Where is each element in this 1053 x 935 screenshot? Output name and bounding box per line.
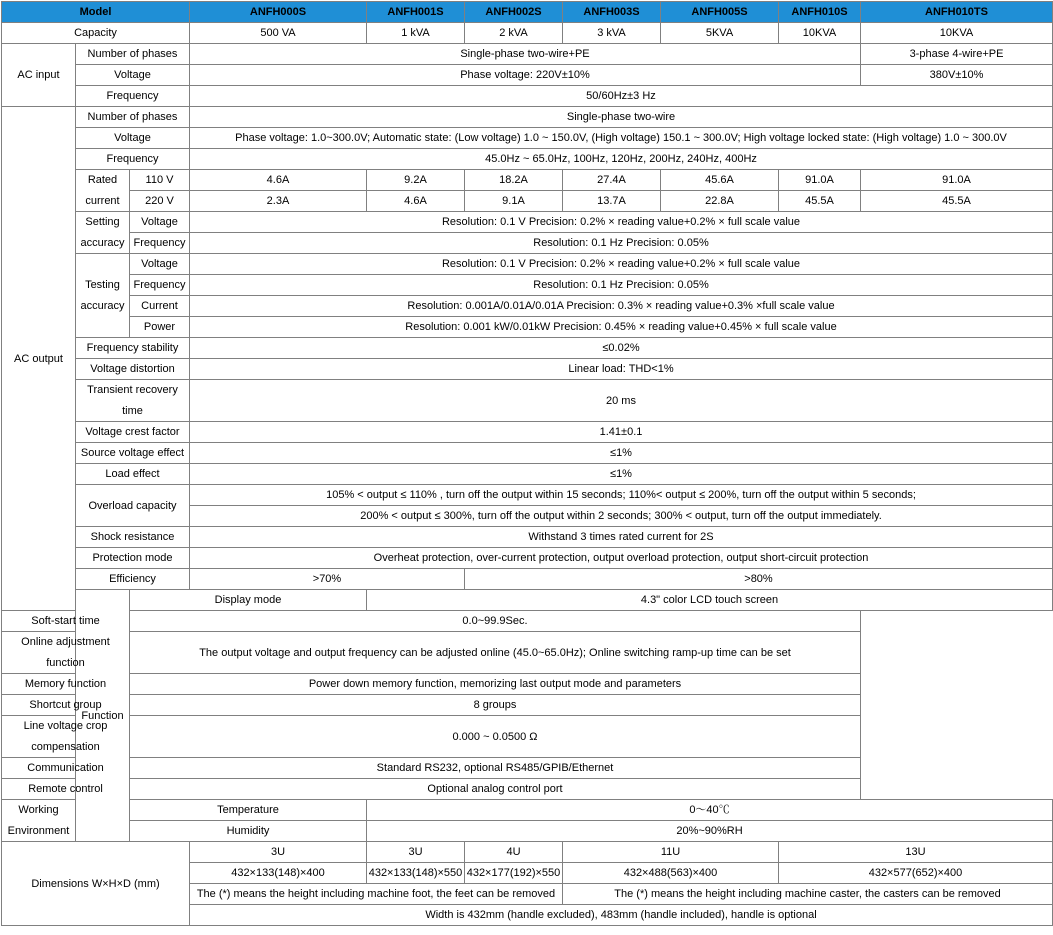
- cell-value: 4.3" color LCD touch screen: [367, 590, 1053, 611]
- ac-input-phases-row: [2, 44, 1053, 65]
- transient-row: [2, 380, 1053, 422]
- testing-current-row: [2, 296, 1053, 317]
- setting-accuracy-label: Setting accuracy: [76, 212, 130, 254]
- rated-current-110-row: [2, 170, 1053, 191]
- cell-value: 432×177(192)×550: [465, 863, 563, 884]
- model-name: ANFH010TS: [861, 2, 1053, 23]
- freq-stability-row: [2, 338, 1053, 359]
- header-row: [2, 2, 1053, 23]
- cell-value: Resolution: 0.1 Hz Precision: 0.05%: [190, 275, 1053, 296]
- row-label: Humidity: [130, 821, 367, 842]
- linecomp-row: [2, 716, 1053, 758]
- cell-value: 13U: [779, 842, 1053, 863]
- cell-value: The (*) means the height including machine caster, the casters can be removed: [563, 884, 1053, 905]
- online-row: [2, 632, 1053, 674]
- shock-row: [2, 527, 1053, 548]
- row-label: Overload capacity: [76, 485, 190, 527]
- testing-power-row: [2, 317, 1053, 338]
- row-label: Temperature: [130, 800, 367, 821]
- cell-value: 3U: [190, 842, 367, 863]
- rated-current-label: Rated current: [76, 170, 130, 212]
- sub-label: Current: [130, 296, 190, 317]
- cell-value: 9.2A: [367, 170, 465, 191]
- function-group-label: Function: [76, 590, 130, 842]
- source-effect-row: [2, 443, 1053, 464]
- cell-value: Width is 432mm (handle excluded), 483mm (handle included), handle is optional: [190, 905, 1053, 926]
- row-label: Line voltage crop compensation: [2, 716, 130, 758]
- cell-value: 18.2A: [465, 170, 563, 191]
- cell-value: Single-phase two-wire: [190, 107, 1053, 128]
- cell-value: 91.0A: [779, 170, 861, 191]
- cell-value: Optional analog control port: [130, 779, 861, 800]
- capacity-label: Capacity: [2, 23, 190, 44]
- cell-value: 91.0A: [861, 170, 1053, 191]
- cell-value: Resolution: 0.1 V Precision: 0.2% × reading value+0.2% × full scale value: [190, 212, 1053, 233]
- ac-output-phases-row: [2, 107, 1053, 128]
- cell-value: Linear load: THD<1%: [190, 359, 1053, 380]
- cell-value: 20 ms: [190, 380, 1053, 422]
- ac-input-frequency-row: [2, 86, 1053, 107]
- cell-value: 432×133(148)×400: [190, 863, 367, 884]
- row-label: Voltage crest factor: [76, 422, 190, 443]
- cell-value: 3-phase 4-wire+PE: [861, 44, 1053, 65]
- sub-label: Frequency: [130, 275, 190, 296]
- cell-value: 432×133(148)×550: [367, 863, 465, 884]
- cell-value: Resolution: 0.001A/0.01A/0.01A Precision: 0.3% × reading value+0.3% ×full scale value: [190, 296, 1053, 317]
- cell-value: 45.5A: [861, 191, 1053, 212]
- cell-value: ≤1%: [190, 464, 1053, 485]
- load-effect-row: [2, 464, 1053, 485]
- cell-value: ≤0.02%: [190, 338, 1053, 359]
- cell-value: 22.8A: [661, 191, 779, 212]
- softstart-row: [2, 611, 1053, 632]
- cell-value: >80%: [465, 569, 1053, 590]
- row-label: Online adjustment function: [2, 632, 130, 674]
- cell-value: 380V±10%: [861, 65, 1053, 86]
- sub-label: 220 V: [130, 191, 190, 212]
- capacity-value: 5KVA: [661, 23, 779, 44]
- voltage-distortion-row: [2, 359, 1053, 380]
- capacity-value: 500 VA: [190, 23, 367, 44]
- row-label: Memory function: [2, 674, 130, 695]
- cell-value: 432×488(563)×400: [563, 863, 779, 884]
- cell-value: 0.0~99.9Sec.: [130, 611, 861, 632]
- cell-value: Power down memory function, memorizing last output mode and parameters: [130, 674, 861, 695]
- cell-value: Phase voltage: 220V±10%: [190, 65, 861, 86]
- sub-label: Voltage: [130, 254, 190, 275]
- model-name: ANFH005S: [661, 2, 779, 23]
- comm-row: [2, 758, 1053, 779]
- setting-frequency-row: [2, 233, 1053, 254]
- capacity-value: 10KVA: [861, 23, 1053, 44]
- cell-value: 13.7A: [563, 191, 661, 212]
- cell-value: Phase voltage: 1.0~300.0V; Automatic state: (Low voltage) 1.0 ~ 150.0V, (High voltage) 150.1 ~ 300.0V; High voltage locked state: (High voltage) 1.0 ~ 300.0V: [190, 128, 1053, 149]
- cell-value: The output voltage and output frequency can be adjusted online (45.0~65.0Hz); Online switching ramp-up time can be set: [130, 632, 861, 674]
- efficiency-row: [2, 569, 1053, 590]
- row-label: Frequency: [76, 149, 190, 170]
- row-label: Remote control: [2, 779, 130, 800]
- testing-frequency-row: [2, 275, 1053, 296]
- model-name: ANFH002S: [465, 2, 563, 23]
- testing-accuracy-label: Testing accuracy: [76, 254, 130, 338]
- row-label: Frequency stability: [76, 338, 190, 359]
- temperature-row: [2, 800, 1053, 821]
- row-label: Transient recovery time: [76, 380, 190, 422]
- ac-output-voltage-row: [2, 128, 1053, 149]
- cell-value: Resolution: 0.1 Hz Precision: 0.05%: [190, 233, 1053, 254]
- row-label: Protection mode: [76, 548, 190, 569]
- rated-current-220-row: [2, 191, 1053, 212]
- row-label: Display mode: [130, 590, 367, 611]
- model-name: ANFH001S: [367, 2, 465, 23]
- cell-value: 45.6A: [661, 170, 779, 191]
- protection-row: [2, 548, 1053, 569]
- cell-value: 0～40℃: [367, 800, 1053, 821]
- row-label: Voltage: [76, 65, 190, 86]
- sub-label: Power: [130, 317, 190, 338]
- ac-output-frequency-row: [2, 149, 1053, 170]
- cell-value: 8 groups: [130, 695, 861, 716]
- humidity-row: [2, 821, 1053, 842]
- row-label: Source voltage effect: [76, 443, 190, 464]
- row-label: Shortcut group: [2, 695, 130, 716]
- remote-row: [2, 779, 1053, 800]
- capacity-value: 2 kVA: [465, 23, 563, 44]
- row-label: Frequency: [76, 86, 190, 107]
- spec-table: [1, 1, 1053, 926]
- row-label: Efficiency: [76, 569, 190, 590]
- environment-group-label: Working Environment: [2, 800, 76, 842]
- sub-label: 110 V: [130, 170, 190, 191]
- cell-value: Single-phase two-wire+PE: [190, 44, 861, 65]
- dimensions-label: Dimensions W×H×D (mm): [2, 842, 190, 926]
- ac-input-group-label: AC input: [2, 44, 76, 107]
- cell-value: 3U: [367, 842, 465, 863]
- cell-value: >70%: [190, 569, 465, 590]
- row-label: Communication: [2, 758, 130, 779]
- cell-value: Standard RS232, optional RS485/GPIB/Ethernet: [130, 758, 861, 779]
- ac-output-group-label: AC output: [2, 107, 76, 611]
- cell-value: Withstand 3 times rated current for 2S: [190, 527, 1053, 548]
- model-name: ANFH000S: [190, 2, 367, 23]
- overload-row-1: [2, 485, 1053, 506]
- cell-value: 2.3A: [190, 191, 367, 212]
- cell-value: 105% < output ≤ 110% , turn off the output within 15 seconds; 110%< output ≤ 200%, turn off the output within 5 seconds;: [190, 485, 1053, 506]
- ac-input-voltage-row: [2, 65, 1053, 86]
- cell-value: Overheat protection, over-current protection, output overload protection, output short-circuit protection: [190, 548, 1053, 569]
- cell-value: 50/60Hz±3 Hz: [190, 86, 1053, 107]
- display-row: [2, 590, 1053, 611]
- cell-value: 45.0Hz ~ 65.0Hz, 100Hz, 120Hz, 200Hz, 240Hz, 400Hz: [190, 149, 1053, 170]
- row-label: Voltage distortion: [76, 359, 190, 380]
- capacity-row: [2, 23, 1053, 44]
- cell-value: 9.1A: [465, 191, 563, 212]
- cell-value: 20%~90%RH: [367, 821, 1053, 842]
- row-label: Number of phases: [76, 107, 190, 128]
- cell-value: 1.41±0.1: [190, 422, 1053, 443]
- cell-value: 0.000 ~ 0.0500 Ω: [130, 716, 861, 758]
- row-label: Load effect: [76, 464, 190, 485]
- cell-value: Resolution: 0.001 kW/0.01kW Precision: 0.45% × reading value+0.45% × full scale value: [190, 317, 1053, 338]
- cell-value: ≤1%: [190, 443, 1053, 464]
- capacity-value: 10KVA: [779, 23, 861, 44]
- model-name: ANFH010S: [779, 2, 861, 23]
- cell-value: 4U: [465, 842, 563, 863]
- sub-label: Frequency: [130, 233, 190, 254]
- row-label: Shock resistance: [76, 527, 190, 548]
- row-label: Voltage: [76, 128, 190, 149]
- cell-value: 4.6A: [190, 170, 367, 191]
- model-header: Model: [2, 2, 190, 23]
- row-label: Number of phases: [76, 44, 190, 65]
- model-name: ANFH003S: [563, 2, 661, 23]
- setting-voltage-row: [2, 212, 1053, 233]
- cell-value: 27.4A: [563, 170, 661, 191]
- capacity-value: 3 kVA: [563, 23, 661, 44]
- sub-label: Voltage: [130, 212, 190, 233]
- capacity-value: 1 kVA: [367, 23, 465, 44]
- cell-value: 432×577(652)×400: [779, 863, 1053, 884]
- memory-row: [2, 674, 1053, 695]
- cell-value: 45.5A: [779, 191, 861, 212]
- cell-value: 4.6A: [367, 191, 465, 212]
- shortcut-row: [2, 695, 1053, 716]
- crest-row: [2, 422, 1053, 443]
- cell-value: 11U: [563, 842, 779, 863]
- dimensions-units-row: [2, 842, 1053, 863]
- testing-voltage-row: [2, 254, 1053, 275]
- cell-value: 200% < output ≤ 300%, turn off the output within 2 seconds; 300% < output, turn off the output immediately.: [190, 506, 1053, 527]
- cell-value: Resolution: 0.1 V Precision: 0.2% × reading value+0.2% × full scale value: [190, 254, 1053, 275]
- cell-value: The (*) means the height including machine foot, the feet can be removed: [190, 884, 563, 905]
- row-label: Soft-start time: [2, 611, 130, 632]
